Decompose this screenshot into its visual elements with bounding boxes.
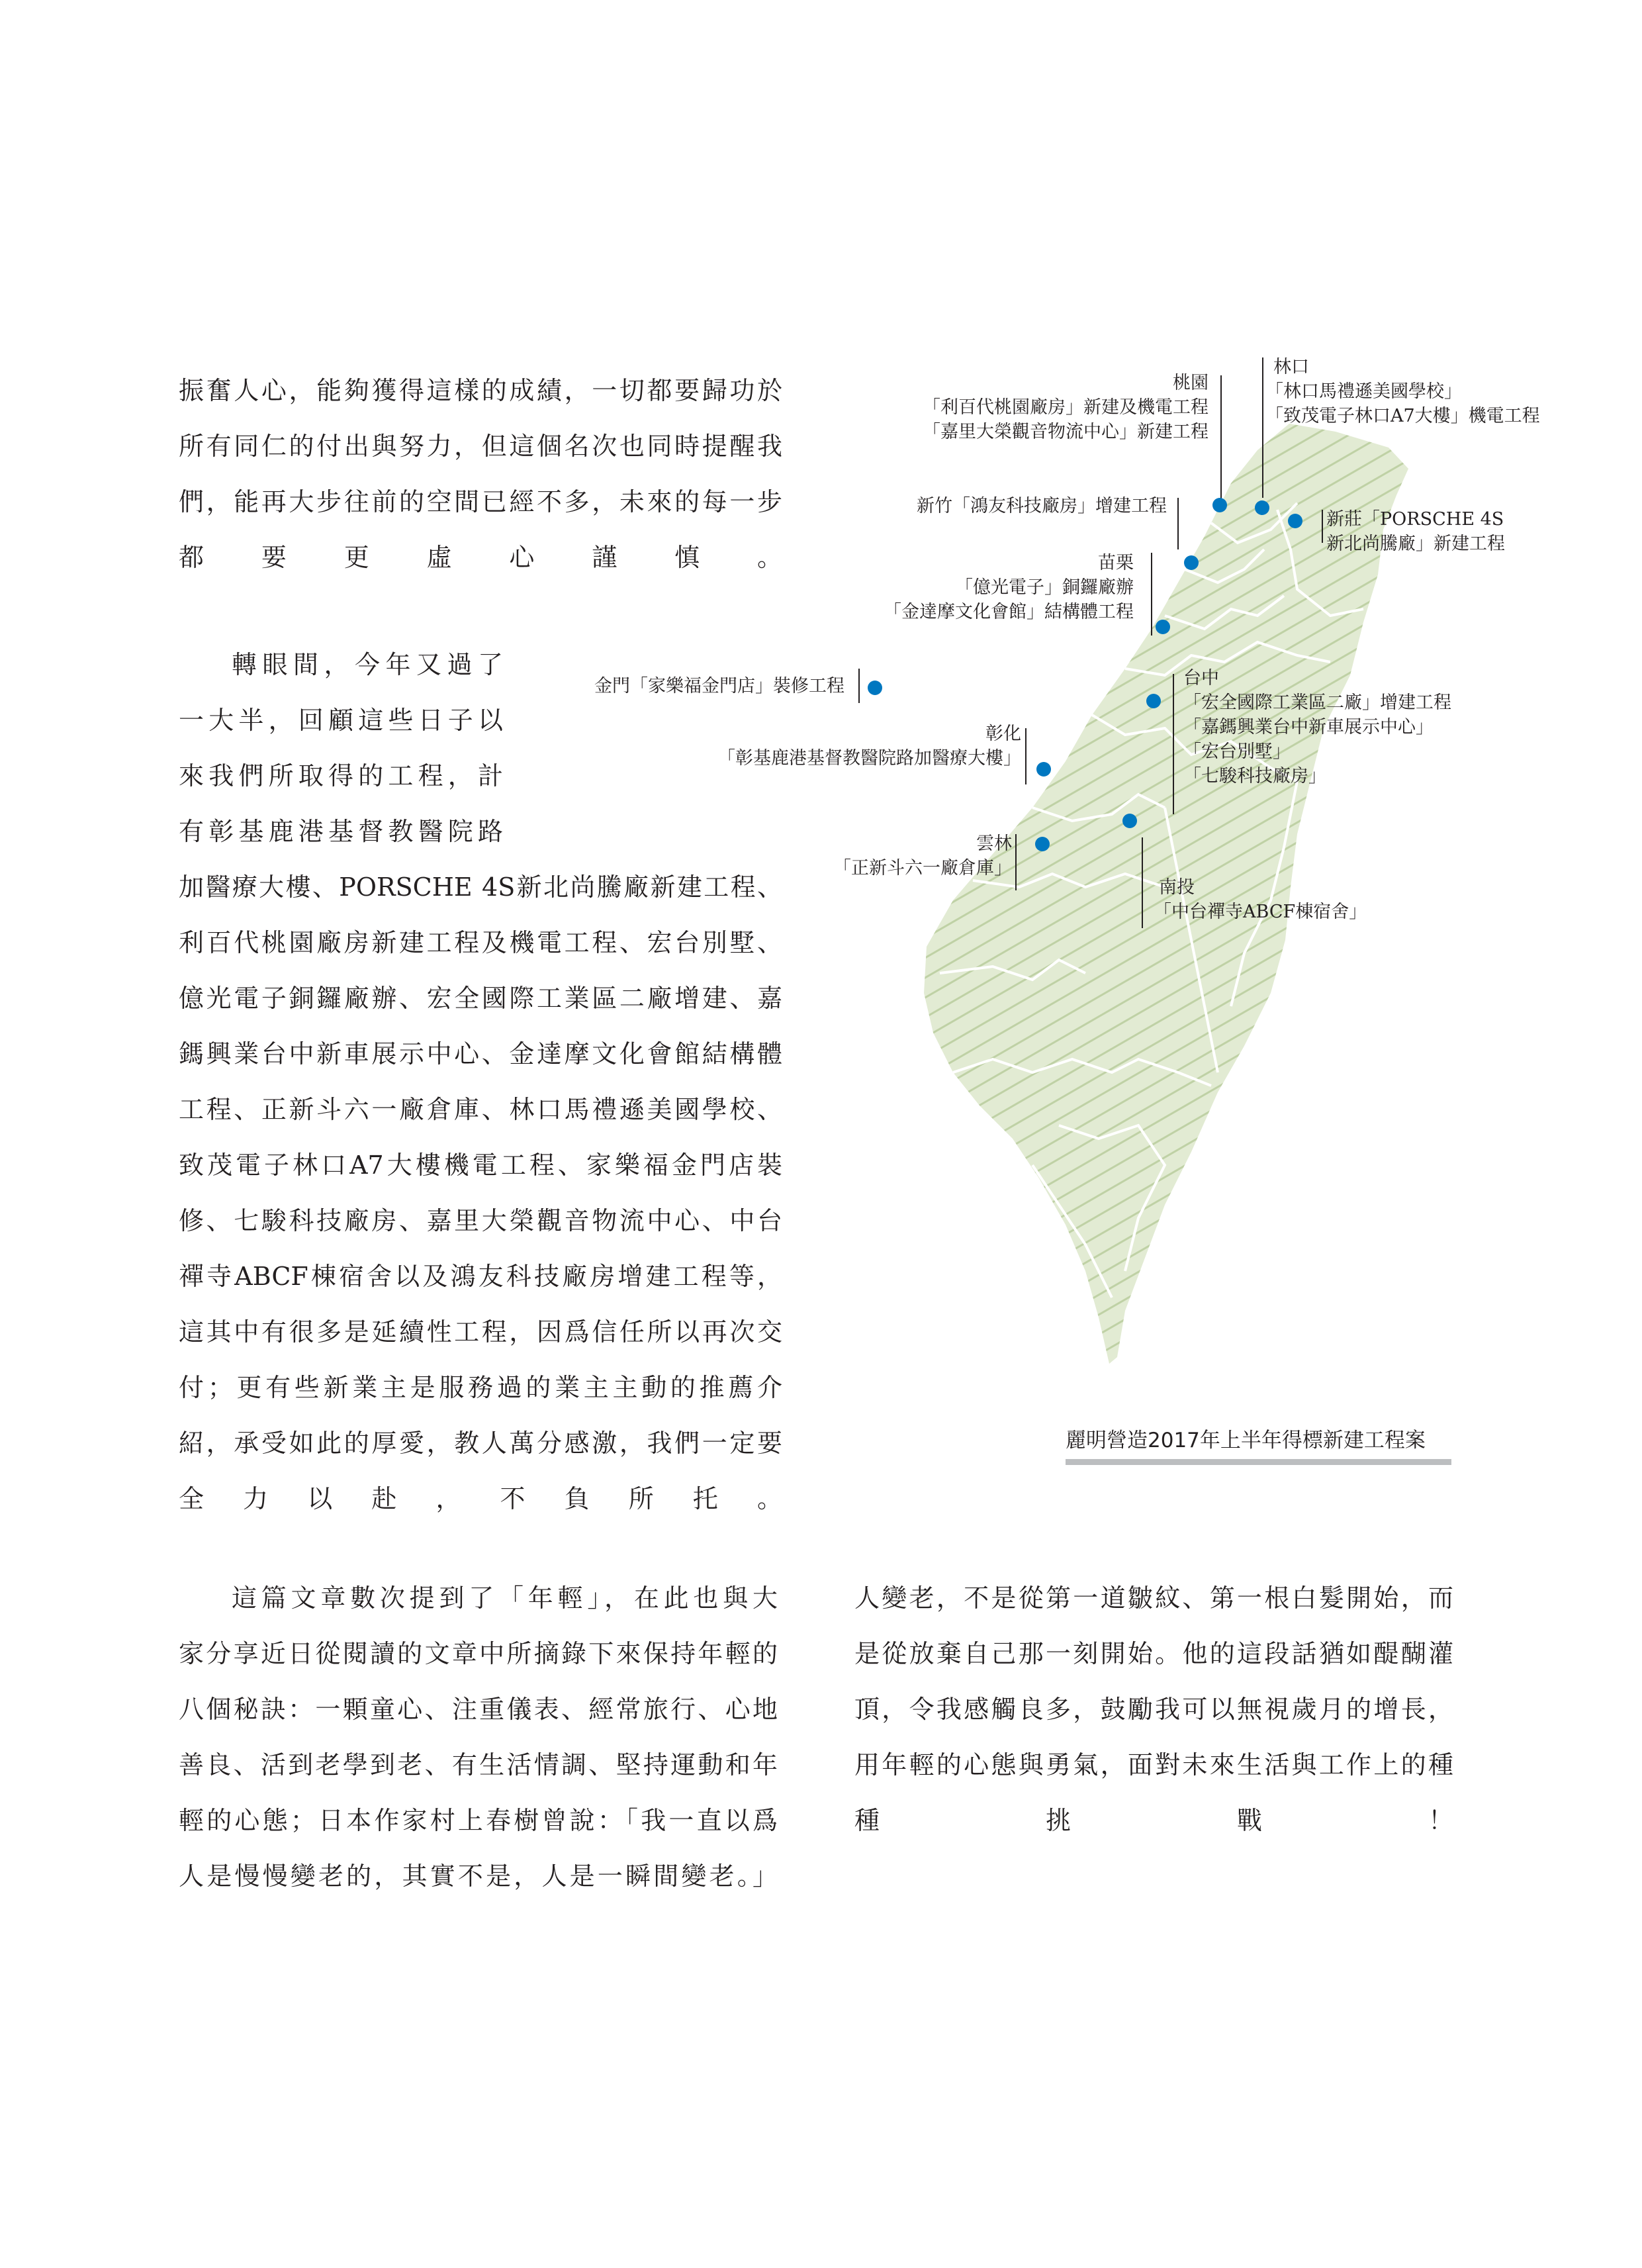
text-line: 禪寺ABCF棟宿舍以及鴻友科技廠房增建工程等， [179,1262,782,1291]
caption-underline [1066,1459,1451,1465]
label-line: 雲林 [976,833,1012,854]
label-line: 「嘉鎷興業台中新車展示中心」 [1183,717,1434,737]
label-line: 「正新斗六一廠倉庫」 [833,858,1012,878]
label-line: 林口 [1273,357,1309,377]
text-line: 工程、正新斗六一廠倉庫、林口馬禮遜美國學校、 [179,1095,782,1124]
location-dot-taoyuan [1212,498,1227,512]
text-line: 善良、活到老學到老、有生活情調、堅持運動和年 [179,1750,778,1779]
text-line: 這其中有很多是延續性工程，因爲信任所以再次交 [179,1317,782,1347]
location-dot-yunlin [1035,837,1050,851]
text-line: 轉眼間，今年又過了 [232,650,503,679]
text-line: 都要更虛心謹慎。 [179,543,782,572]
text-line: 八個秘訣：一顆童心、注重儀表、經常旅行、心地 [179,1695,778,1724]
text-line: 來我們所取得的工程，計 [179,761,503,790]
map-caption: 麗明營造2017年上半年得標新建工程案 [1066,1429,1426,1452]
map-label-linkou [1265,355,1540,428]
text-line: 修、七駿科技廠房、嘉里大榮觀音物流中心、中台 [179,1206,782,1235]
label-line: 新竹「鴻友科技廠房」增建工程 [917,496,1167,516]
text-line: 頂，令我感觸良多，鼓勵我可以無視歲月的增長， [854,1695,1453,1724]
label-line: 南投 [1159,877,1195,898]
text-line: 全力以赴，不負所托。 [179,1484,782,1513]
map-label-kinmen [594,674,844,698]
label-line: 桃園 [1173,373,1209,393]
location-dot-hsinchu [1184,555,1199,570]
label-line: 新北尚騰廠」新建工程 [1326,534,1505,554]
location-dot-nantou [1122,814,1137,828]
map-label-taoyuan [923,371,1209,444]
text-line: 億光電子銅鑼廠辦、宏全國際工業區二廠增建、嘉 [179,984,782,1013]
map-label-hsinchu [917,494,1167,518]
label-line: 苗栗 [1098,553,1134,573]
location-dot-changhua [1036,762,1051,777]
text-line: 一大半，回顧這些日子以 [179,706,503,735]
map-label-yunlin [833,831,1012,880]
label-line: 金門「家樂福金門店」裝修工程 [594,676,844,696]
text-line: 家分享近日從閱讀的文章中所摘錄下來保持年輕的 [179,1639,778,1668]
text-line: 這篇文章數次提到了「年輕」，在此也與大 [232,1583,778,1613]
label-line: 「林口馬禮遜美國學校」 [1265,381,1462,402]
location-dot-miaoli [1156,620,1170,634]
label-line: 「利百代桃園廠房」新建及機電工程 [923,397,1209,418]
text-line: 種挑戰！ [854,1806,1453,1835]
label-line: 「彰基鹿港基督教醫院路加醫療大樓」 [717,748,1021,769]
label-line: 「金達摩文化會館」結構體工程 [884,602,1134,622]
text-line: 人變老，不是從第一道皺紋、第一根白髮開始，而 [854,1583,1453,1613]
label-line: 「七駿科技廠房」 [1183,766,1326,786]
label-line: 「中台禪寺ABCF棟宿舍」 [1154,902,1367,922]
text-line: 有彰基鹿港基督教醫院路 [179,817,503,846]
text-line: 們，能再大步往前的空間已經不多，未來的每一步 [179,487,782,516]
location-dot-linkou [1255,500,1269,515]
text-line: 人是慢慢變老的，其實不是，人是一瞬間變老。」 [179,1862,778,1891]
location-dot-taichung [1146,694,1161,708]
location-dot-kinmen [868,681,882,695]
text-line: 鎷興業台中新車展示中心、金達摩文化會館結構體 [179,1039,782,1068]
text-line: 是從放棄自己那一刻開始。他的這段話猶如醍醐灌 [854,1639,1453,1668]
text-line: 紹，承受如此的厚愛，教人萬分感激，我們一定要 [179,1429,782,1458]
map-label-nantou [1154,875,1367,924]
label-line: 「宏台別墅」 [1183,741,1291,762]
label-line: 「億光電子」銅鑼廠辦 [955,577,1134,598]
text-line: 所有同仁的付出與努力，但這個名次也同時提醒我 [179,432,782,461]
label-line: 「嘉里大榮觀音物流中心」新建工程 [923,422,1209,442]
label-line: 台中 [1183,668,1219,688]
text-line: 付；更有些新業主是服務過的業主主動的推薦介 [179,1373,782,1402]
text-line: 用年輕的心態與勇氣，面對未來生活與工作上的種 [854,1750,1453,1779]
label-line: 新莊「PORSCHE 4S [1326,509,1504,530]
label-line: 「宏全國際工業區二廠」增建工程 [1183,692,1451,713]
map-label-taichung [1183,666,1451,788]
label-line: 彰化 [985,724,1021,744]
text-line: 輕的心態；日本作家村上春樹曾說：「我一直以爲 [179,1806,778,1835]
location-dot-xinzhuang [1288,514,1302,528]
text-line: 加醫療大樓、PORSCHE 4S新北尚騰廠新建工程、 [179,873,782,902]
text-line: 致茂電子林口A7大樓機電工程、家樂福金門店裝 [179,1151,782,1180]
text-line: 振奮人心，能夠獲得這樣的成績，一切都要歸功於 [179,376,782,405]
map-label-miaoli [884,551,1134,624]
text-line: 利百代桃園廠房新建工程及機電工程、宏台別墅、 [179,928,782,957]
map-label-xinzhuang [1326,507,1505,556]
map-label-changhua [717,722,1021,771]
label-line: 「致茂電子林口A7大樓」機電工程 [1265,406,1540,426]
